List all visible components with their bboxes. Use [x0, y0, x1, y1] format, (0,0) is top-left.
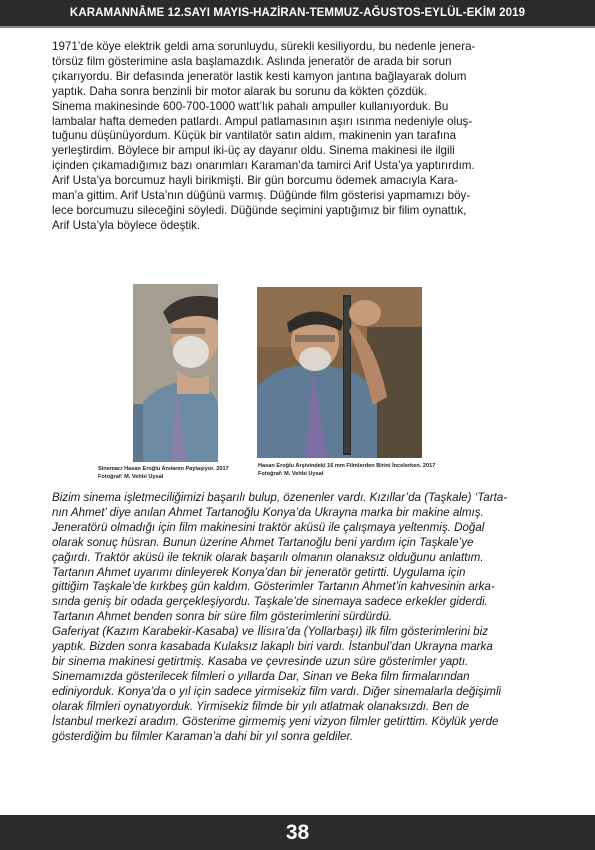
body-paragraph — [52, 40, 546, 234]
caption-credit: Fotoğraf: M. Vehbi Uysal — [258, 470, 324, 477]
text-line: Bizim sinema işletmeciliğimizi başarılı bulup, özenenler vardı. Kızıllar’da (Taşkale) ‘Tarta- — [52, 491, 508, 504]
text-line: Arif Usta’ya borcumuz hayli birikmişti. Bir gün borcumu ödemek amacıyla Kara- — [52, 174, 458, 188]
photo-old-man-with-film — [257, 287, 422, 458]
text-line: gösterdiğim bu filmler Karaman’a dahi bir yıl sonra geldiler. — [52, 729, 354, 743]
text-line: tuğunu düşünüyordum. Küçük bir vantilatör satın aldım, makinenin yan tarafına — [52, 129, 457, 143]
text-line: çıkarıyordu. Bir defasında jeneratör lastik kesti kamyon jantına bağlayarak dolum — [52, 69, 467, 83]
text-line: yaptık. Bizden sonra kasabada Kulaksız lakaplı biri vardı. İstanbul’dan Ukrayna marka — [52, 640, 493, 654]
text-line: sında geniş bir odada gerçekleşiyordu. Taşkale’de sinemaya sadece erkekler giderdi. — [52, 595, 488, 609]
text-line: içinden çıkamadığımız bazı onarımları Karaman’da tamirci Arif Usta’ya yaptırırdım. — [52, 159, 475, 173]
text-line: Gaferiyat (Kazım Karabekir-Kasaba) ve İlisıra’da (Yollarbaşı) ilk film gösterimlerini biz — [52, 625, 488, 639]
text-line: lece borcumuzu sileceğini söyledi. Düğünde seçimini yaptığımız bir filim oynattık, — [52, 203, 467, 217]
text-line: 1971’de köye elektrik geldi ama sorunluydu, sürekli kesiliyordu, bu nedenle jenera- — [52, 40, 476, 53]
photo-old-man-portrait — [133, 284, 218, 462]
page-number: 38 — [285, 821, 310, 844]
text-line: gittiğim Taşkale’de kırkbeş gün kaldım. Gösterimler Tartanın Ahmet’in kahvesinin arka- — [52, 580, 495, 594]
text-line: Sinemamızda gösterilecek filmleri o yıllarda Dar, Sinan ve Beka film firmalarından — [52, 669, 470, 683]
text-line: lambalar hafta demeden patlardı. Ampul patlamasının aşırı ısınma nedeniyle oluş- — [52, 114, 473, 128]
italic-paragraph — [52, 491, 546, 744]
caption-credit: Fotoğraf: M. Vehbi Uysal — [98, 473, 164, 480]
photo-caption — [98, 466, 229, 481]
caption-text: Hasan Eroğlu Arşivindeki 16 mm Filmlerden Birini İncelerken. 2017 — [258, 463, 436, 469]
header-divider — [0, 26, 595, 28]
text-line: Tartanın Ahmet uyarımı dinleyerek Konya’dan bir jeneratör getirtti. Uygulama için — [52, 565, 466, 579]
text-line: yaptık. Daha sonra benzinli bir motor alarak bu sorunu da kökten çözdük. — [52, 84, 428, 98]
text-line: olarak filmleri oynatıyorduk. Yirmisekiz filmde bir yılı atlatmak olanaksızdı. Ben de — [52, 699, 470, 713]
text-line: yerleştirdim. Böylece bir ampul iki-üç ay dayanır oldu. Sinema makinesi ile ilgili — [52, 144, 455, 158]
text-line: bir sinema makinesi getirtmiş. Kasaba ve çevresinde uzun süre gösterimler yaptı. — [52, 654, 469, 668]
text-line: Arif Usta’yla böylece ödeştik. — [52, 218, 201, 232]
text-line: Jeneratörü olmadığı için film makinesini traktör aküsü ile çalışmaya yeltenmiş. Doğal — [52, 520, 485, 534]
text-line: nın Ahmet’ diye anılan Ahmet Tartanoğlu Konya’da Ukrayna marka bir makine almış. — [52, 505, 484, 519]
header-bar — [0, 0, 595, 26]
text-line: törsüz film gösterimine asla başlamazdık. Aslında jeneratör de arada bir sorun — [52, 54, 452, 68]
text-line: man’a gittim. Arif Usta’nın düğünü varmış. Düğünde film gösterisi yapmamızı böy- — [52, 189, 471, 203]
text-line: olarak sonuç hüsran. Bunun üzerine Ahmet Tartanoğlu beni yardım için Taşkale’ye — [52, 535, 474, 549]
text-line: Tartanın Ahmet benden sonra bir süre film gösterimlerini sürdürdü. — [52, 610, 393, 624]
footer-bar — [0, 815, 595, 850]
text-line: İstanbul merkezi aradım. Gösterime girmemiş yeni vizyon filmler getirttim. Köylük yerde — [52, 714, 499, 728]
text-line: çağırdı. Traktör aküsü ile teknik olarak başarılı olmanın olanaksız olduğunu anlattım. — [52, 550, 484, 564]
magazine-title: KARAMANNÂME 12.SAYI MAYIS-HAZİRAN-TEMMUZ-AĞUSTOS-EYLÜL-EKİM 2019 — [69, 7, 526, 19]
caption-text: Sinemacı Hasan Eroğlu Anılarını Paylaşıyor. 2017 — [98, 466, 229, 472]
text-line: Sinema makinesinde 600-700-1000 watt’lık pahalı ampuller kullanıyorduk. Bu — [52, 99, 449, 113]
text-line: ediniyorduk. Konya’da o yıl için sadece yirmisekiz film vardı. Diğer sinemalarla değişimli — [52, 684, 502, 698]
photo-caption — [258, 463, 435, 478]
